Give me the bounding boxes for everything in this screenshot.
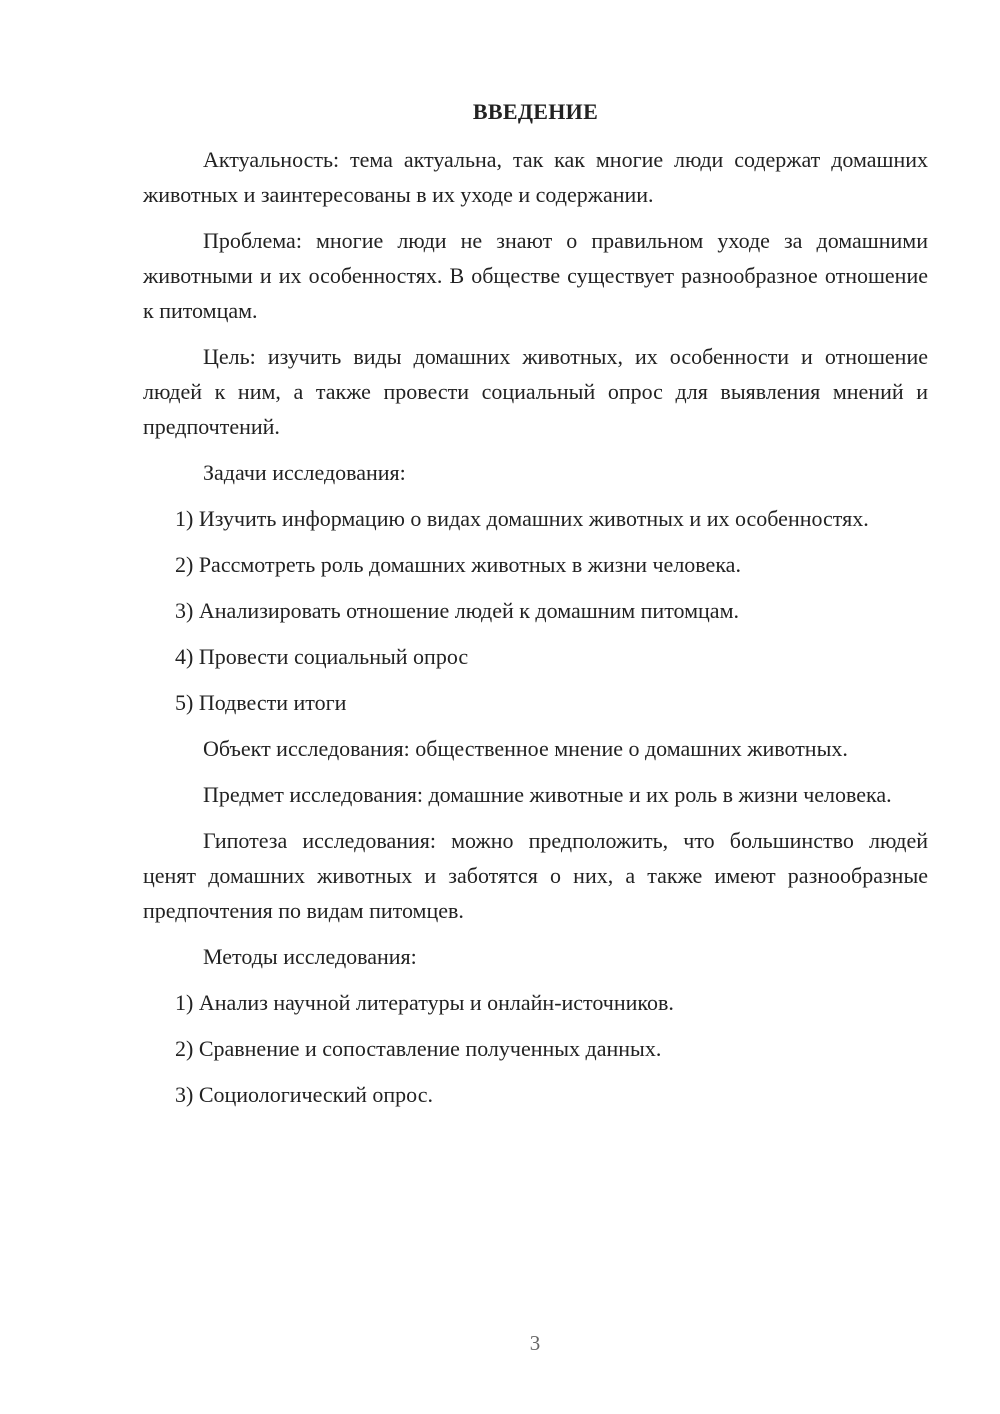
paragraph-hypothesis: Гипотеза исследования: можно предположить, что большинство людей ценят домашних животных и заботятся о них, а также имеют разнообразные предпочтения по видам питомцев. xyxy=(143,828,928,923)
paragraph-tasks-heading: Задачи исследования: xyxy=(203,460,406,485)
paragraph-relevance: Актуальность: тема актуальна, так как многие люди содержат домашних животных и заинтересованы в их уходе и содержании. xyxy=(143,147,928,207)
method-item: 3) Социологический опрос. xyxy=(175,1082,433,1107)
paragraph-goal: Цель: изучить виды домашних животных, их особенности и отношение людей к ним, а также провести социальный опрос для выявления мнений и предпочтений. xyxy=(143,344,928,439)
paragraph-methods-heading: Методы исследования: xyxy=(203,944,417,969)
document-body xyxy=(143,142,928,1123)
task-item: 5) Подвести итоги xyxy=(175,690,347,715)
method-item: 1) Анализ научной литературы и онлайн-источников. xyxy=(175,990,674,1015)
task-item: 4) Провести социальный опрос xyxy=(175,644,469,669)
task-item: 3) Анализировать отношение людей к домашним питомцам. xyxy=(175,598,739,623)
page-number: 3 xyxy=(529,1331,541,1355)
method-item: 2) Сравнение и сопоставление полученных данных. xyxy=(175,1036,662,1061)
paragraph-subject: Предмет исследования: домашние животные и их роль в жизни человека. xyxy=(203,782,892,807)
section-title: ВВЕДЕНИЕ xyxy=(472,99,599,124)
task-item: 2) Рассмотреть роль домашних животных в жизни человека. xyxy=(175,552,741,577)
paragraph-problem: Проблема: многие люди не знают о правильном уходе за домашними животными и их особенностях. В обществе существует разнообразное отношение к питомцам. xyxy=(143,228,928,323)
paragraph-object: Объект исследования: общественное мнение о домашних животных. xyxy=(203,736,848,761)
task-item: 1) Изучить информацию о видах домашних животных и их особенностях. xyxy=(175,506,869,531)
